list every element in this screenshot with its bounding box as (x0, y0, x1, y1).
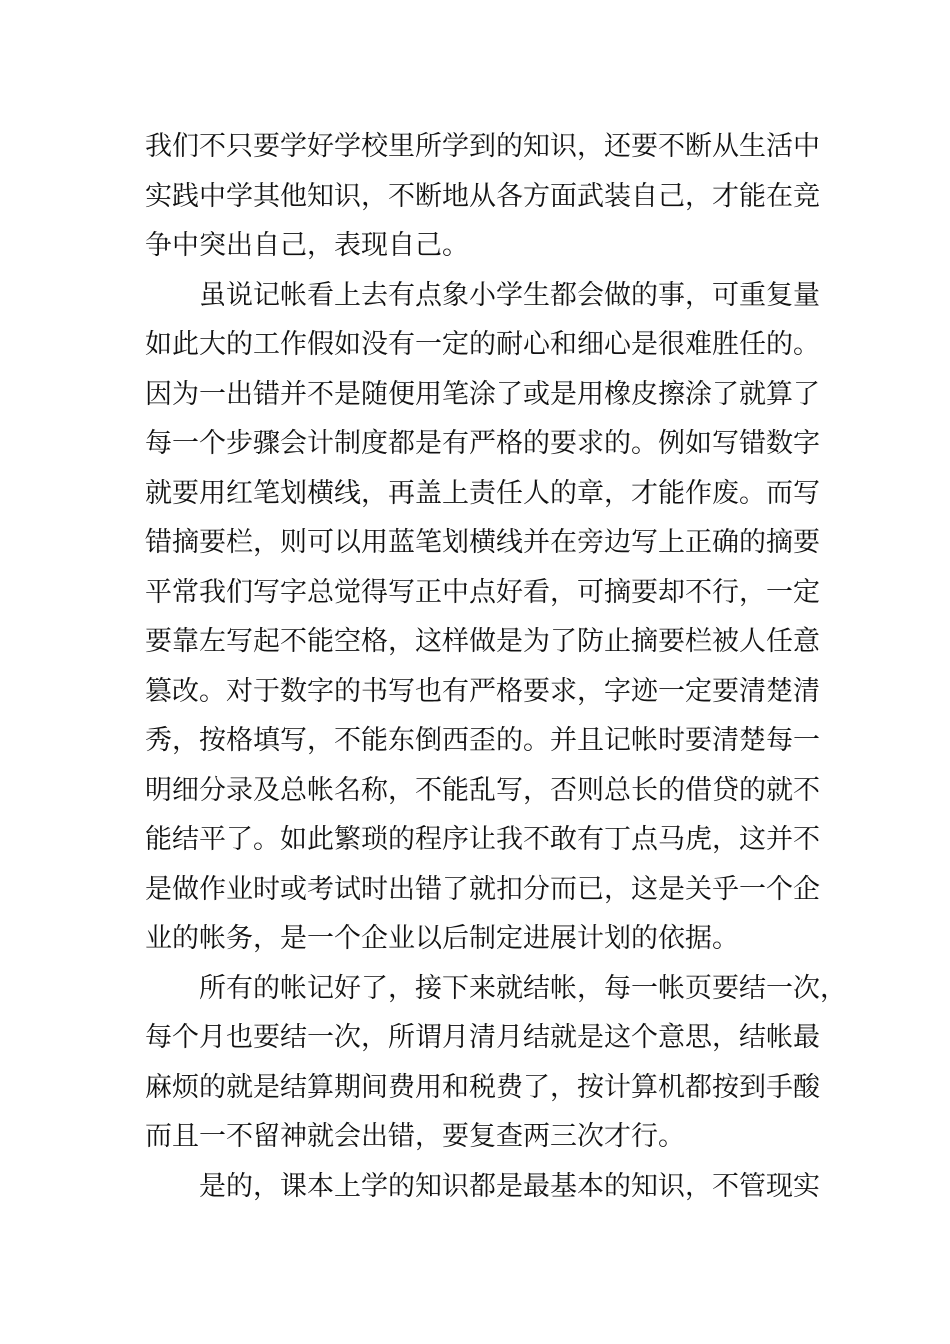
text-line: 麻烦的就是结算期间费用和税费了，按计算机都按到手酸 (145, 1071, 820, 1103)
text-line: 争中突出自己，表现自己。 (145, 230, 469, 261)
text-line: 是的，课本上学的知识都是最基本的知识，不管现实 (199, 1170, 820, 1202)
text-line: 明细分录及总帐名称，不能乱写，否则总长的借贷的就不 (145, 774, 820, 806)
text-line: 错摘要栏，则可以用蓝笔划横线并在旁边写上正确的摘要 (145, 527, 820, 558)
paragraph-1 (145, 122, 835, 271)
paragraph-4 (145, 1162, 835, 1212)
text-line: 能结平了。如此繁琐的程序让我不敢有丁点马虎，这并不 (145, 824, 820, 855)
text-line: 就要用红笔划横线，再盖上责任人的章，才能作废。而写 (145, 477, 820, 509)
paragraph-2 (145, 271, 835, 964)
paragraph-3 (145, 964, 847, 1162)
text-line: 虽说记帐看上去有点象小学生都会做的事，可重复量 (199, 279, 820, 311)
text-line: 秀，按格填写，不能东倒西歪的。并且记帐时要清楚每一 (145, 725, 820, 756)
text-line: 篡改。对于数字的书写也有严格要求，字迹一定要清楚清 (145, 675, 820, 707)
text-line: 而且一不留神就会出错，要复查两三次才行。 (145, 1121, 685, 1152)
text-line: 要靠左写起不能空格，这样做是为了防止摘要栏被人任意 (145, 626, 820, 657)
text-line: 平常我们写字总觉得写正中点好看，可摘要却不行，一定 (145, 576, 820, 608)
text-line: 因为一出错并不是随便用笔涂了或是用橡皮擦涂了就算了 (145, 378, 820, 410)
text-line: 我们不只要学好学校里所学到的知识，还要不断从生活中 (145, 131, 820, 162)
text-line: 所有的帐记好了，接下来就结帐，每一帐页要结一次， (199, 972, 847, 1004)
text-line: 是做作业时或考试时出错了就扣分而已，这是关乎一个企 (145, 873, 820, 905)
document-body (145, 122, 847, 1211)
text-line: 业的帐务，是一个企业以后制定进展计划的依据。 (145, 923, 739, 954)
text-line: 如此大的工作假如没有一定的耐心和细心是很难胜任的。 (145, 329, 820, 360)
text-line: 实践中学其他知识，不断地从各方面武装自己，才能在竞 (145, 180, 820, 212)
text-line: 每一个步骤会计制度都是有严格的要求的。例如写错数字 (145, 428, 820, 459)
text-line: 每个月也要结一次，所谓月清月结就是这个意思，结帐最 (145, 1022, 820, 1053)
